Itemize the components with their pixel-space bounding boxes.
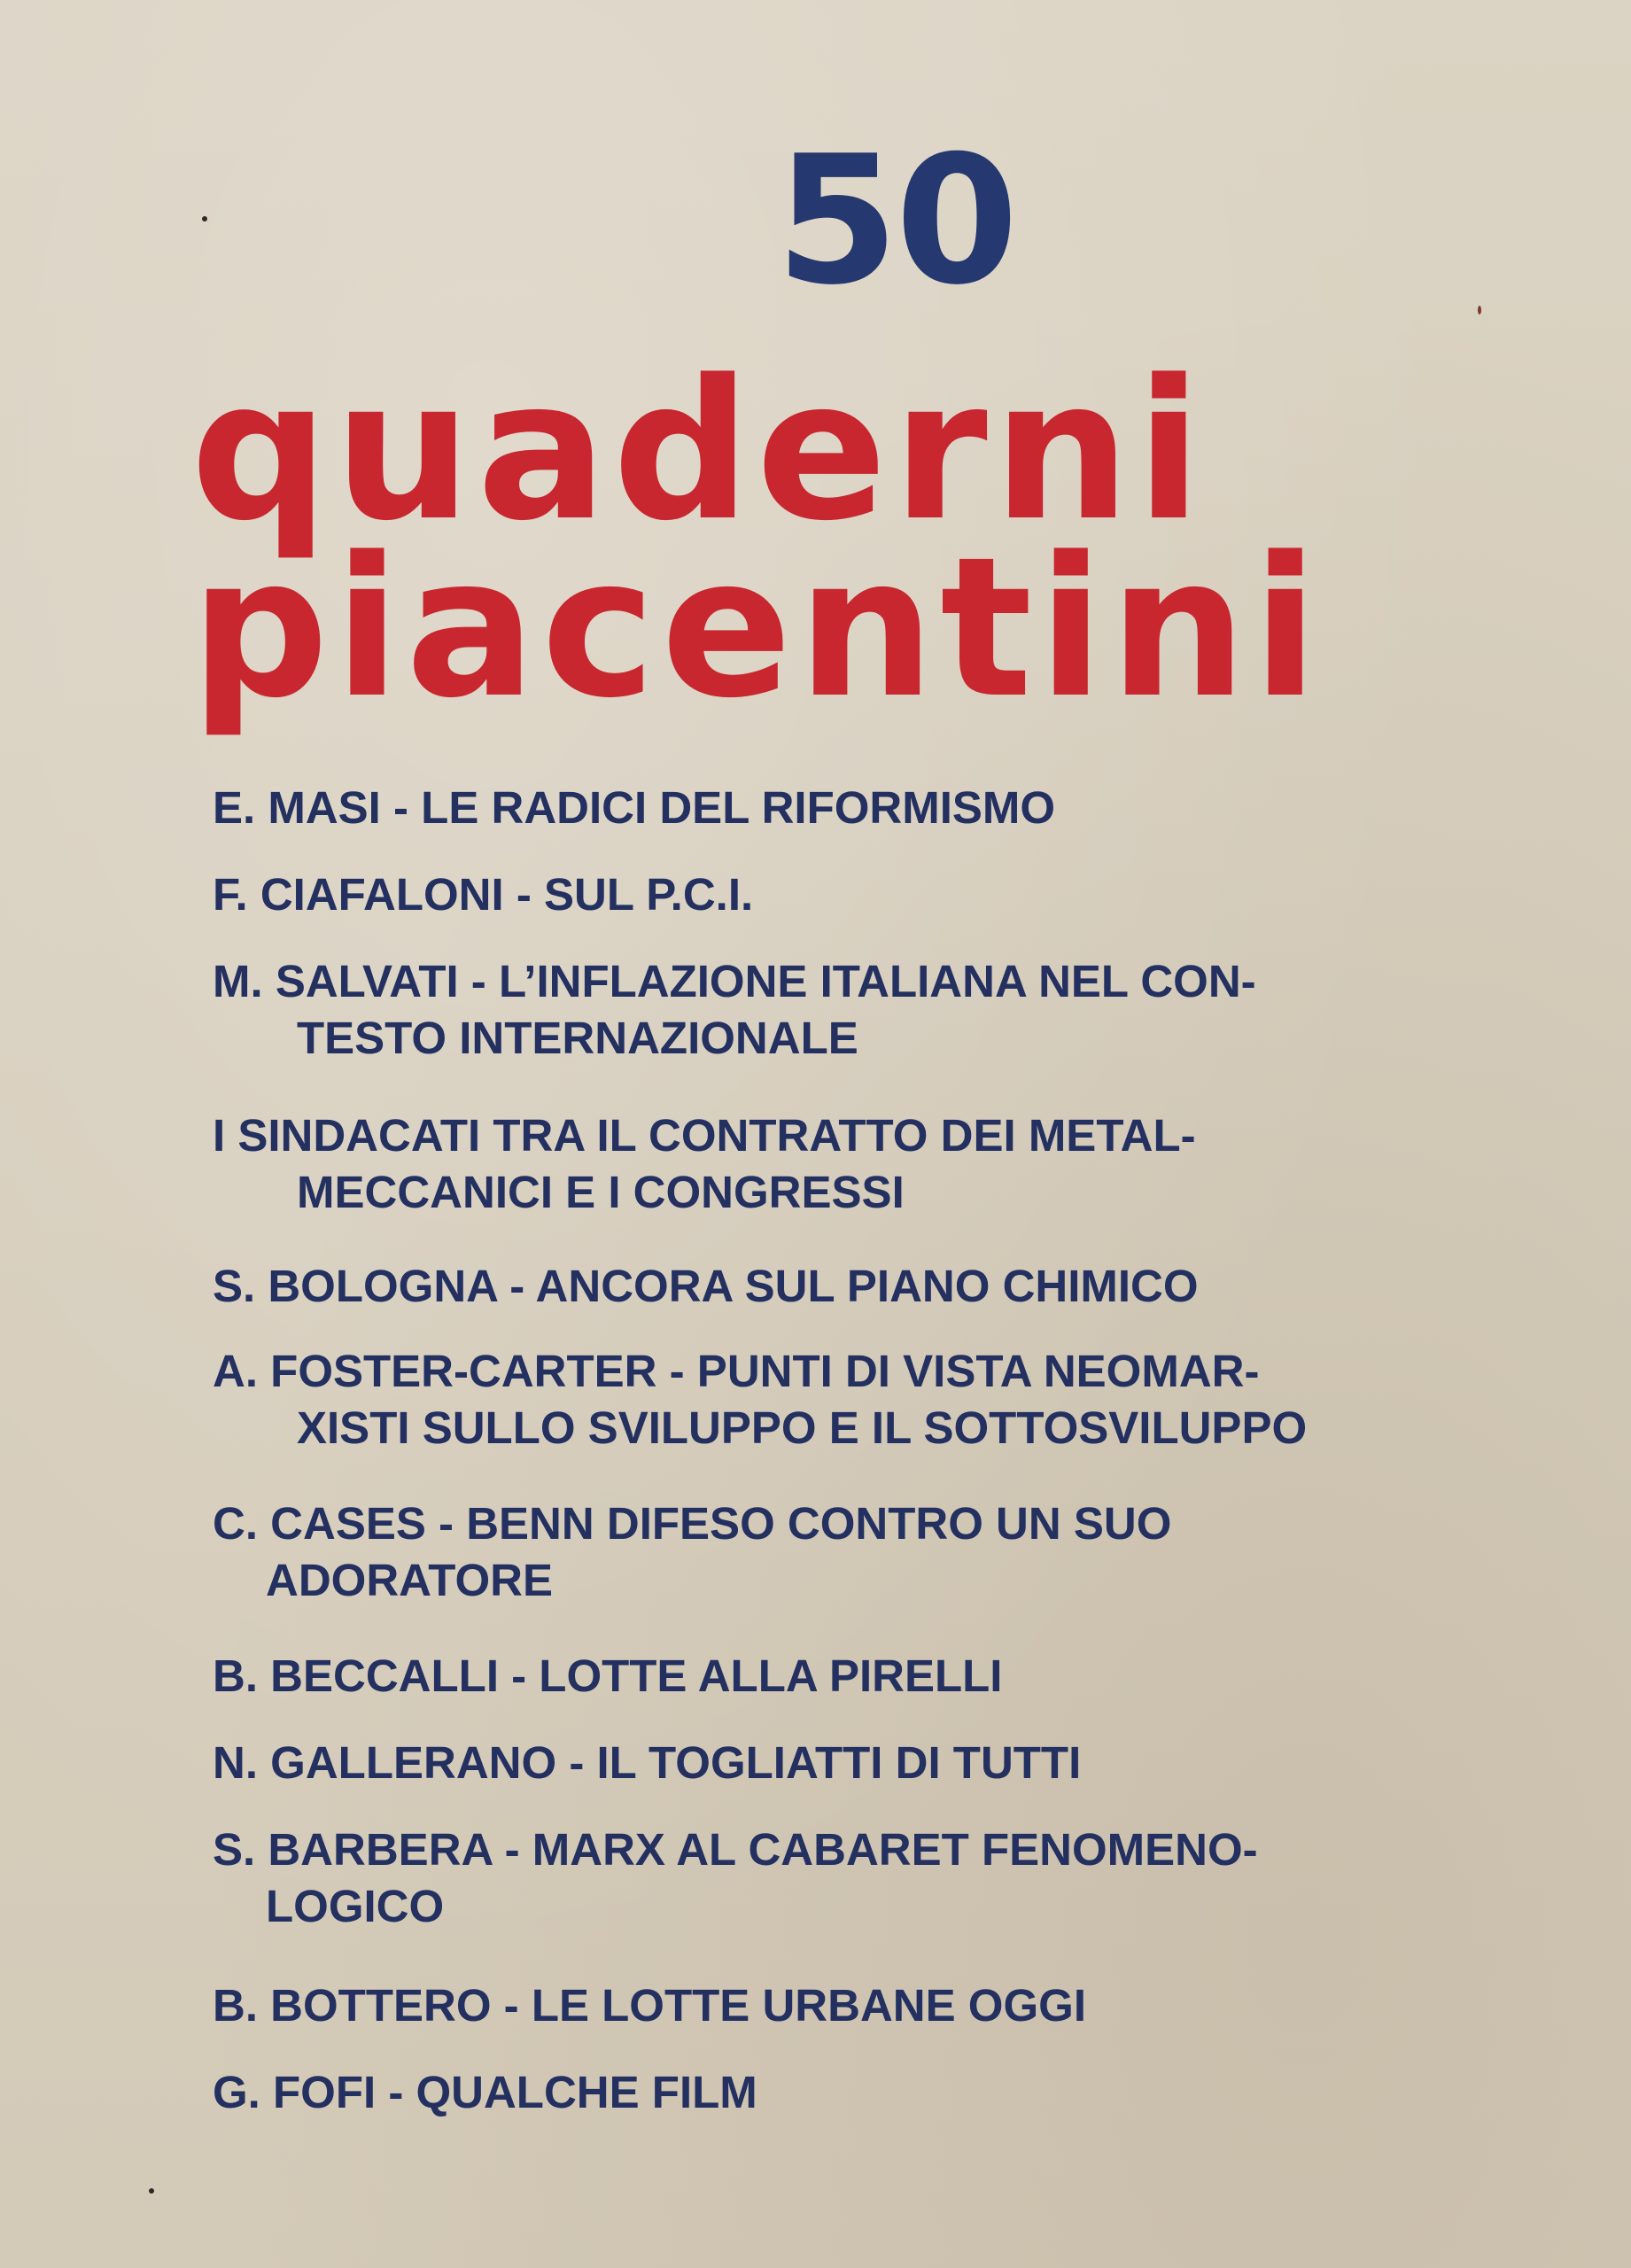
entry-line: C. CASES - BENN DIFESO CONTRO UN SUO [213,1498,1172,1549]
entry-line: A. FOSTER-CARTER - PUNTI DI VISTA NEOMAR- [213,1346,1260,1396]
contents-entry [213,2064,1435,2121]
entry-line: B. BECCALLI - LOTTE ALLA PIRELLI [213,1651,1003,1701]
contents-entry [213,1107,1435,1221]
contents-entry [213,1977,1435,2034]
entry-line: S. BARBERA - MARX AL CABARET FENOMENO- [213,1824,1258,1875]
entry-line-continued: ADORATORE [266,1555,553,1605]
contents-entry [213,1648,1435,1705]
contents-entry [213,1735,1435,1791]
contents-entry [213,953,1435,1067]
entry-line: S. BOLOGNA - ANCORA SUL PIANO CHIMICO [213,1261,1199,1311]
magazine-title-line-2: piacentini [190,517,1324,741]
entry-line: G. FOFI - QUALCHE FILM [213,2067,757,2117]
entry-line-continued: TESTO INTERNAZIONALE [297,1013,858,1063]
contents-entry [213,780,1435,836]
entry-line-continued: LOGICO [266,1881,445,1931]
entry-line: I SINDACATI TRA IL CONTRATTO DEI METAL- [213,1110,1196,1161]
entry-line: E. MASI - LE RADICI DEL RIFORMISMO [213,782,1056,833]
contents-entry [213,866,1435,923]
issue-number: 50 [775,118,1015,324]
entry-line: M. SALVATI - L’INFLAZIONE ITALIANA NEL CON- [213,956,1256,1006]
contents-entry [213,1258,1435,1315]
entry-line: B. BOTTERO - LE LOTTE URBANE OGGI [213,1980,1086,2031]
entry-line: F. CIAFALONI - SUL P.C.I. [213,869,754,920]
entry-line: N. GALLERANO - IL TOGLIATTI DI TUTTI [213,1737,1082,1788]
entry-line-continued: MECCANICI E I CONGRESSI [297,1167,905,1217]
magazine-title-line-1: quaderni [190,339,1208,563]
contents-entry [213,1495,1435,1609]
entry-line-continued: XISTI SULLO SVILUPPO E IL SOTTOSVILUPPO [297,1402,1308,1453]
contents-entry [213,1821,1435,1935]
paper-speck [149,2188,154,2194]
contents-entry [213,1343,1435,1456]
